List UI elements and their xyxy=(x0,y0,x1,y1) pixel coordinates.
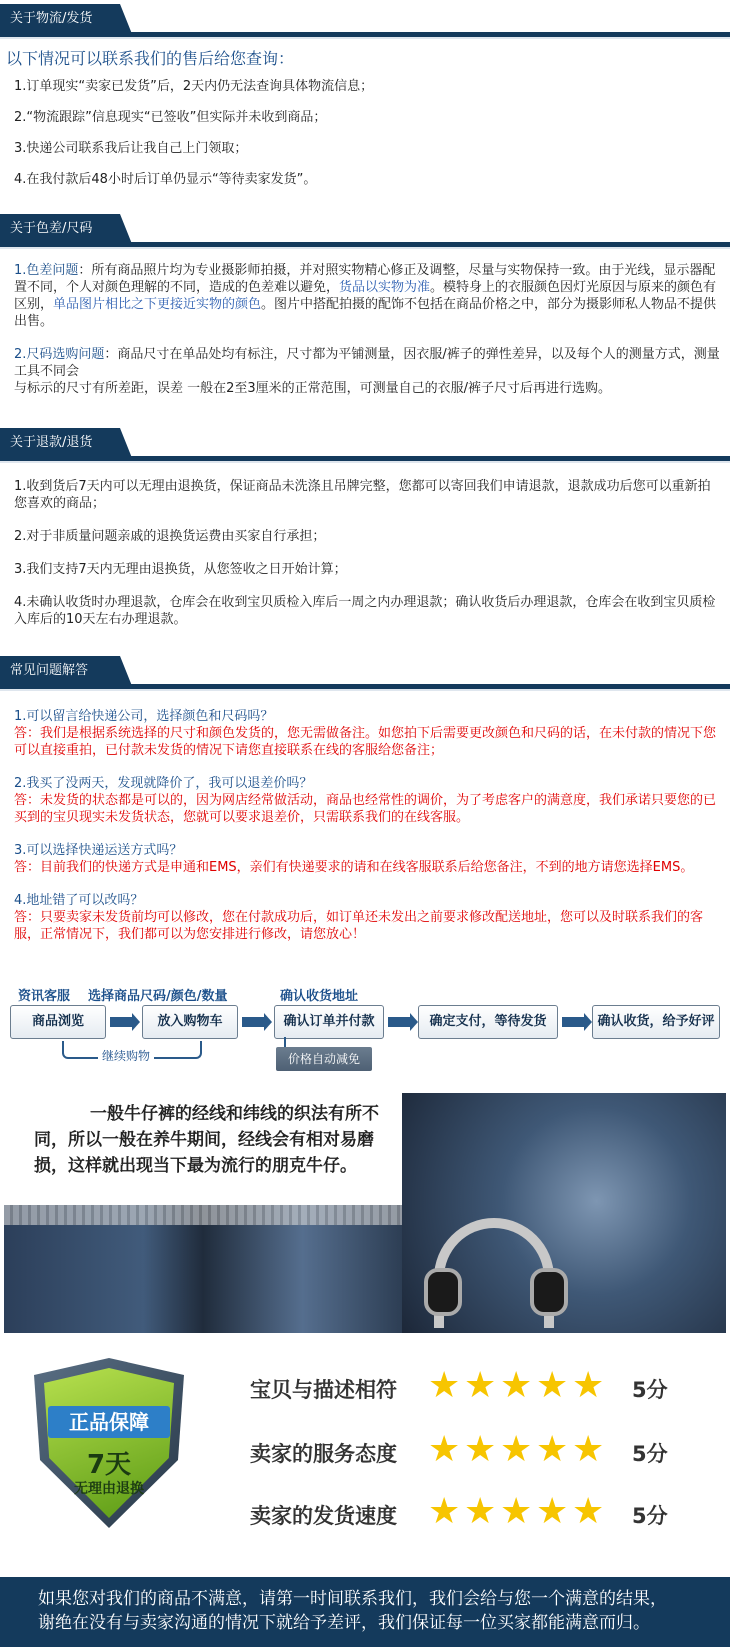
flow-arrow xyxy=(110,1017,132,1027)
star-icon: ★ xyxy=(500,1429,533,1470)
section-tab-color: 关于色差/尺码 xyxy=(0,214,120,244)
refund-item: 2.对于非质量问题亲戚的退换货运费由买家自行承担； xyxy=(14,529,326,544)
star-icon: ★ xyxy=(536,1491,569,1532)
star-icon: ★ xyxy=(428,1365,461,1406)
rating-label: 宝贝与描述相符 xyxy=(250,1378,397,1402)
section-header-color xyxy=(0,210,730,246)
flow-arrow xyxy=(388,1017,410,1027)
star-icon: ★ xyxy=(536,1429,569,1470)
refund-list xyxy=(14,478,720,644)
shield-ribbon: 正品保障 xyxy=(48,1406,170,1438)
faq-answer: 答：未发货的状态都是可以的，因为网店经常做活动，商品也经常性的调价，为了考虑客户的满意度，我们承诺只要您的已买到的宝贝现实未发货状态，您就可以要求退差价，只需联系我们的在线客服。 xyxy=(14,793,717,825)
product-photo-collage xyxy=(4,1093,726,1333)
logistics-list xyxy=(14,78,720,202)
price-reduction-tag: 价格自动减免 xyxy=(276,1047,372,1071)
rating-stars xyxy=(428,1491,628,1532)
star-icon: ★ xyxy=(500,1365,533,1406)
footer-line: 如果您对我们的商品不满意，请第一时间联系我们，我们会给与您一个满意的结果， xyxy=(38,1589,667,1609)
rating-label: 卖家的服务态度 xyxy=(250,1442,397,1466)
refund-item: 1.收到货后7天内可以无理由退换货，保证商品未洗涤且吊牌完整，您都可以寄回我们申请退款，退款成功后您可以重新拍您喜欢的商品； xyxy=(14,479,711,511)
logistics-item: 1.订单现实“卖家已发货”后，2天内仍无法查询具体物流信息； xyxy=(14,79,374,94)
flow-arrow xyxy=(562,1017,584,1027)
rating-stars xyxy=(428,1365,628,1406)
flow-label: 确认收货地址 xyxy=(280,989,359,1004)
star-icon: ★ xyxy=(500,1491,533,1532)
section-tab-logistics: 关于物流/发货 xyxy=(0,4,120,34)
flow-step-confirm: 确认收货，给予好评 xyxy=(592,1005,720,1039)
star-icon: ★ xyxy=(572,1491,605,1532)
star-icon: ★ xyxy=(428,1491,461,1532)
footer-banner xyxy=(0,1577,730,1647)
purchase-flow xyxy=(8,985,722,1075)
rating-score: 5分 xyxy=(632,1378,668,1402)
logistics-subtitle: 以下情况可以联系我们的售后给您查询： xyxy=(6,49,295,68)
faq-item xyxy=(14,842,720,876)
color-size-text xyxy=(14,262,720,413)
flow-step-wait: 确定支付，等待发货 xyxy=(418,1005,558,1039)
faq-item xyxy=(14,708,720,759)
rating-score: 5分 xyxy=(632,1442,668,1466)
faq-question: 1.可以留言给快递公司，选择颜色和尺码吗？ xyxy=(14,709,274,724)
shield-subtitle: 无理由退换 xyxy=(74,1481,144,1497)
size-paragraph: 2.尺码选购问题：商品尺寸在单品处均有标注，尺寸都为平铺测量，因衣服/裤子的弹性差异，以及每个人的测量方式，测量工具不同会 与标示的尺寸有所差距，误差 一般在2至3厘米的正常范围，可测量自己的衣服/裤子尺寸后再进行选购。 xyxy=(14,347,720,396)
flow-step-browse: 商品浏览 xyxy=(10,1005,106,1039)
star-icon: ★ xyxy=(428,1429,461,1470)
flow-arrow xyxy=(242,1017,264,1027)
rating-stars xyxy=(428,1429,628,1470)
refund-item: 3.我们支持7天内无理由退换货，从您签收之日开始计算； xyxy=(14,562,347,577)
shield-days: 7天 xyxy=(86,1450,132,1480)
logistics-item: 3.快递公司联系我后让我自己上门领取； xyxy=(14,141,248,156)
faq-answer: 答：我们是根据系统选择的尺寸和颜色发货的，您无需做备注。如您拍下后需要更改颜色和尺码的话，在未付款的情况下您可以直接重拍，已付款未发货的情况下请您直接联系在线的客服给您备注； xyxy=(14,726,717,758)
color-paragraph: 1.色差问题：所有商品照片均为专业摄影师拍摄，并对照实物精心修正及调整，尽量与实物保持一致。由于光线，显示器配置不同，个人对颜色理解的不同，造成的色差难以避免，货品以实物为准。模特身上的衣服颜色因灯光原因与原来的颜色有区别，单品图片相比之下更接近实物的颜色。图片中搭配拍摄的配饰不包括在商品价格之中，部分为摄影师私人物品不提供出售。 xyxy=(14,263,717,329)
flow-loop-label: 继续购物 xyxy=(98,1047,154,1064)
section-tab-faq: 常见问题解答 xyxy=(0,656,120,686)
faq-item xyxy=(14,775,720,826)
photo-caption: 一般牛仔裤的经线和纬线的织法有所不同，所以一般在养牛期间，经线会有相对易磨损，这样就出现当下最为流行的朋克牛仔。 xyxy=(4,1093,402,1205)
star-icon: ★ xyxy=(464,1365,497,1406)
section-tab-refund: 关于退款/退货 xyxy=(0,428,120,458)
section-header-refund xyxy=(0,424,730,460)
rating-row xyxy=(250,1365,690,1408)
faq-question: 3.可以选择快递运送方式吗？ xyxy=(14,843,183,858)
faq-list xyxy=(14,708,720,959)
refund-item: 4.未确认收货时办理退款，仓库会在收到宝贝质检入库后一周之内办理退款；确认收货后办理退款，仓库会在收到宝贝质检入库后的10天左右办理退款。 xyxy=(14,595,716,627)
section-header-faq xyxy=(0,652,730,688)
star-icon: ★ xyxy=(464,1491,497,1532)
rating-score: 5分 xyxy=(632,1504,668,1528)
flow-step-cart: 放入购物车 xyxy=(142,1005,238,1039)
faq-item xyxy=(14,892,720,943)
color-highlight: 单品图片相比之下更接近实物的颜色 xyxy=(53,297,262,312)
size-heading: 2.尺码选购问题 xyxy=(14,347,105,362)
flow-label: 选择商品尺码/颜色/数量 xyxy=(88,989,228,1004)
rating-row xyxy=(250,1429,690,1472)
faq-question: 2.我买了没两天，发现就降价了，我可以退差价吗？ xyxy=(14,776,313,791)
star-icon: ★ xyxy=(464,1429,497,1470)
star-icon: ★ xyxy=(572,1365,605,1406)
rating-label: 卖家的发货速度 xyxy=(250,1504,397,1528)
footer-line: 谢绝在没有与卖家沟通的情况下就给予差评，我们保证每一位买家都能满意而归。 xyxy=(38,1613,650,1633)
color-highlight: 货品以实物为准 xyxy=(339,280,431,295)
star-icon: ★ xyxy=(572,1429,605,1470)
faq-answer: 答：只要卖家未发货前均可以修改，您在付款成功后，如订单还未发出之前要求修改配送地址，您可以及时联系我们的客服，正常情况下，我们都可以为您安排进行修改，请您放心！ xyxy=(14,910,704,942)
rating-row xyxy=(250,1491,690,1534)
faq-question: 4.地址错了可以改吗？ xyxy=(14,893,144,908)
guarantee-shield-icon xyxy=(34,1358,184,1533)
section-header-logistics xyxy=(0,0,730,36)
flow-label: 资讯客服 xyxy=(18,989,71,1004)
color-heading: 1.色差问题 xyxy=(14,263,79,278)
logistics-item: 4.在我付款后48小时后订单仍显示“等待卖家发货”。 xyxy=(14,172,317,187)
star-icon: ★ xyxy=(536,1365,569,1406)
logistics-item: 2.“物流跟踪”信息现实“已签收”但实际并未收到商品； xyxy=(14,110,327,125)
faq-answer: 答：目前我们的快递方式是申通和EMS，亲们有快递要求的请和在线客服联系后给您备注，不到的地方请您选择EMS。 xyxy=(14,860,694,875)
flow-step-pay: 确认订单并付款 xyxy=(274,1005,384,1039)
